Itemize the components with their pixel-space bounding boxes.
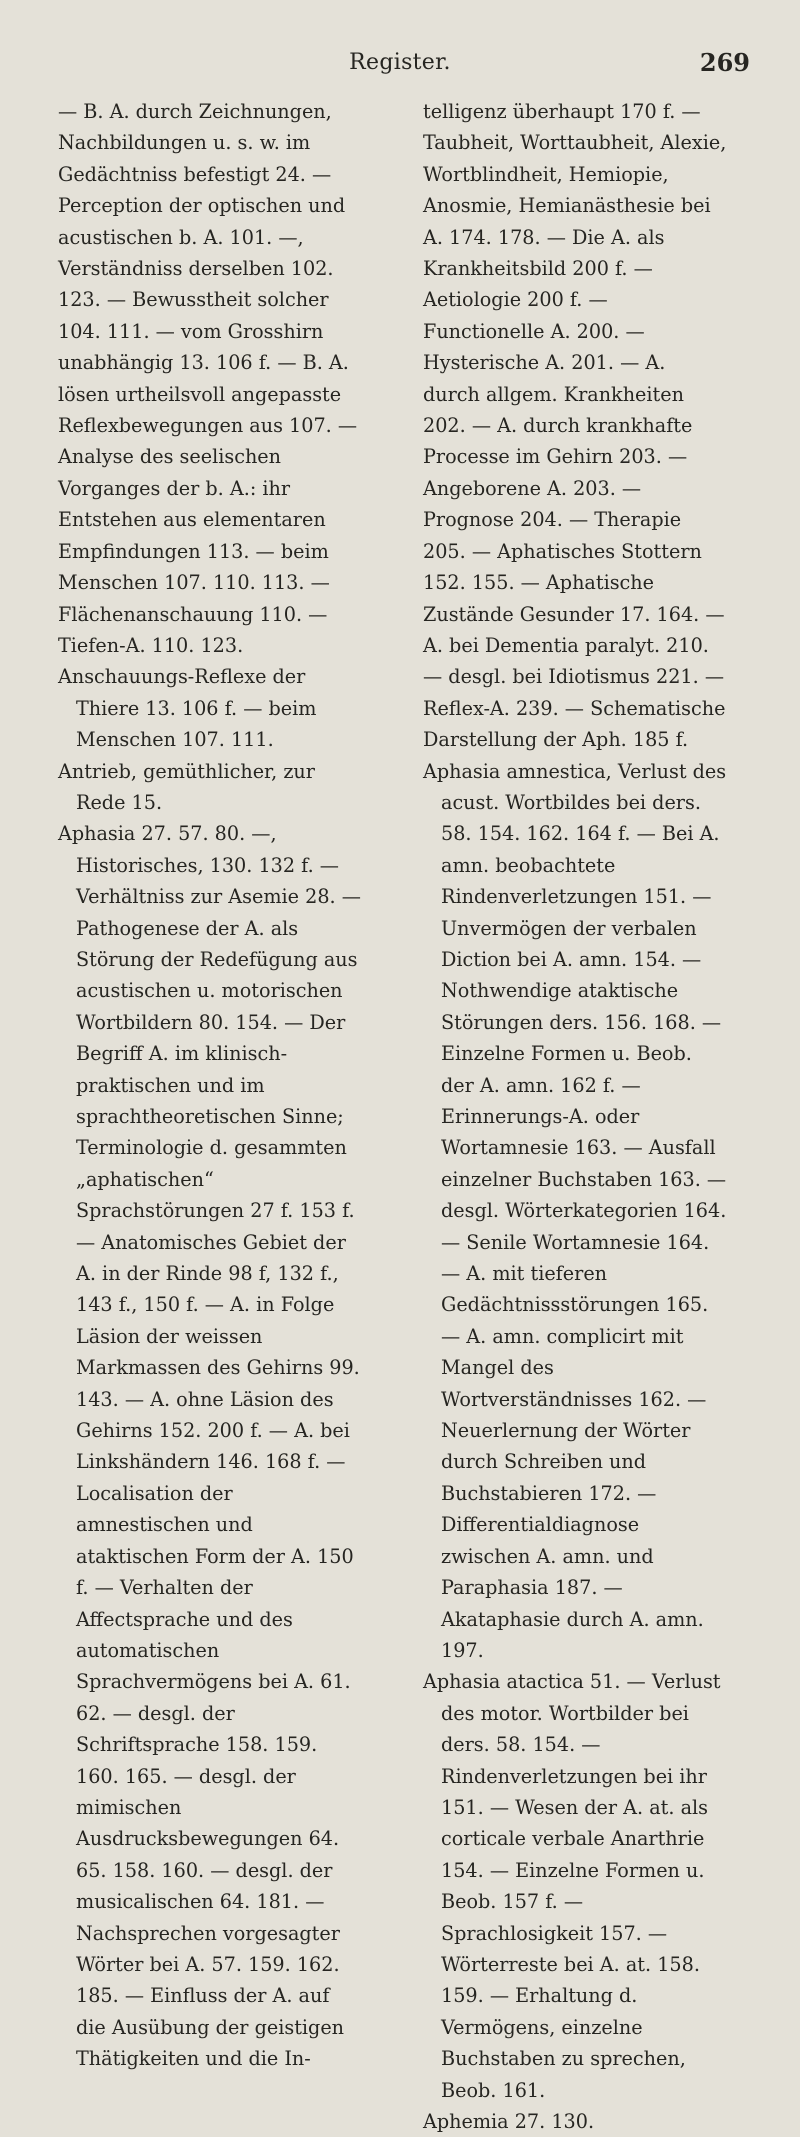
index-entry-continuation: — B. A. durch Zeichnungen, Nachbildungen u. s. w. im Gedächtniss befestigt 24. — Perception der optischen und acustischen b. A. 101. —, Verständniss derselben 102. 123. — Bewusstheit solcher 104. 111. — vom Grosshirn unabhängig 13. 106 f. — B. A. lösen urtheilsvoll angepasste Reflexbewegungen aus 107. — Analyse des seelischen Vorganges der b. A.: ihr Entstehen aus elementaren Empfindungen 113. — beim Menschen 107. 110. 113. — Flächenanschauung 110. — Tiefen-A. 110. 123. xyxy=(58,100,358,657)
page-header xyxy=(0,50,800,80)
right-column xyxy=(423,96,727,2137)
running-title: Register. xyxy=(349,50,451,75)
index-entry: Aphasia atactica 51. — Verlust des motor. Wortbilder bei ders. 58. 154. — Rindenverletzungen bei ihr 151. — Wesen der A. at. als corticale verbale Anarthrie 154. — Einzelne Formen u. Beob. 157 f. — Sprachlosigkeit 157. — Wörterreste bei A. at. 158. 159. — Erhaltung d. Vermögens, einzelne Buchstaben zu sprechen, Beob. 161. xyxy=(423,1670,721,2102)
index-entry: Anschauungs-Reflexe der Thiere 13. 106 f. — beim Menschen 107. 111. xyxy=(58,665,317,752)
index-entry: Aphemia 27. 130. xyxy=(423,2110,595,2133)
index-entry: Aphasia 27. 57. 80. —, Historisches, 130. 132 f. — Verhältniss zur Asemie 28. — Pathogenese der A. als Störung der Redefügung aus acustischen u. motorischen Wortbildern 80. 154. — Der Begriff A. im klinisch-praktischen und im sprachtheoretischen Sinne; Terminologie d. gesammten „aphatischen“ Sprachstörungen 27 f. 153 f. — Anatomisches Gebiet der A. in der Rinde 98 f, 132 f., 143 f., 150 f. — A. in Folge Läsion der weissen Markmassen des Gehirns 99. 143. — A. ohne Läsion des Gehirns 152. 200 f. — A. bei Linkshändern 146. 168 f. — Localisation der amnestischen und ataktischen Form der A. 150 f. — Verhalten der Affectsprache und des automatischen Sprachvermögens bei A. 61. 62. — desgl. der Schriftsprache 158. 159. 160. 165. — desgl. der mimischen Ausdrucksbewegungen 64. 65. 158. 160. — desgl. der musicalischen 64. 181. — Nachsprechen vorgesagter Wörter bei A. 57. 159. 162. 185. — Einfluss der A. auf die Ausübung der geistigen Thätigkeiten und die In- xyxy=(58,822,361,2071)
index-entry-continuation: telligenz überhaupt 170 f. — Taubheit, Worttaubheit, Alexie, Wortblindheit, Hemiopie, Anosmie, Hemianästhesie bei A. 174. 178. — Die A. als Krankheitsbild 200 f. — Aetiologie 200 f. — Functionelle A. 200. — Hysterische A. 201. — A. durch allgem. Krankheiten 202. — A. durch krankhafte Processe im Gehirn 203. — Angeborene A. 203. — Prognose 204. — Therapie 205. — Aphatisches Stottern 152. 155. — Aphatische Zustände Gesunder 17. 164. — A. bei Dementia paralyt. 210. — desgl. bei Idiotismus 221. — Reflex-A. 239. — Schematische Darstellung der Aph. 185 f. xyxy=(423,100,727,752)
left-column xyxy=(58,96,362,2075)
page-number: 269 xyxy=(699,48,750,77)
index-entry: Antrieb, gemüthlicher, zur Rede 15. xyxy=(58,759,315,814)
index-entry: Aphasia amnestica, Verlust des acust. Wortbildes bei ders. 58. 154. 162. 164 f. — Bei A. amn. beobachtete Rindenverletzungen 151. — Unvermögen der verbalen Diction bei A. amn. 154. — Nothwendige ataktische Störungen ders. 156. 168. — Einzelne Formen u. Beob. der A. amn. 162 f. — Erinnerungs-A. oder Wortamnesie 163. — Ausfall einzelner Buchstaben 163. — desgl. Wörterkategorien 164. — Senile Wortamnesie 164. — A. mit tieferen Gedächtnissstörungen 165. — A. amn. complicirt mit Mangel des Wortverständnisses 162. — Neuerlernung der Wörter durch Schreiben und Buchstabieren 172. — Differentialdiagnose zwischen A. amn. und Paraphasia 187. — Akataphasie durch A. amn. 197. xyxy=(423,759,727,1662)
